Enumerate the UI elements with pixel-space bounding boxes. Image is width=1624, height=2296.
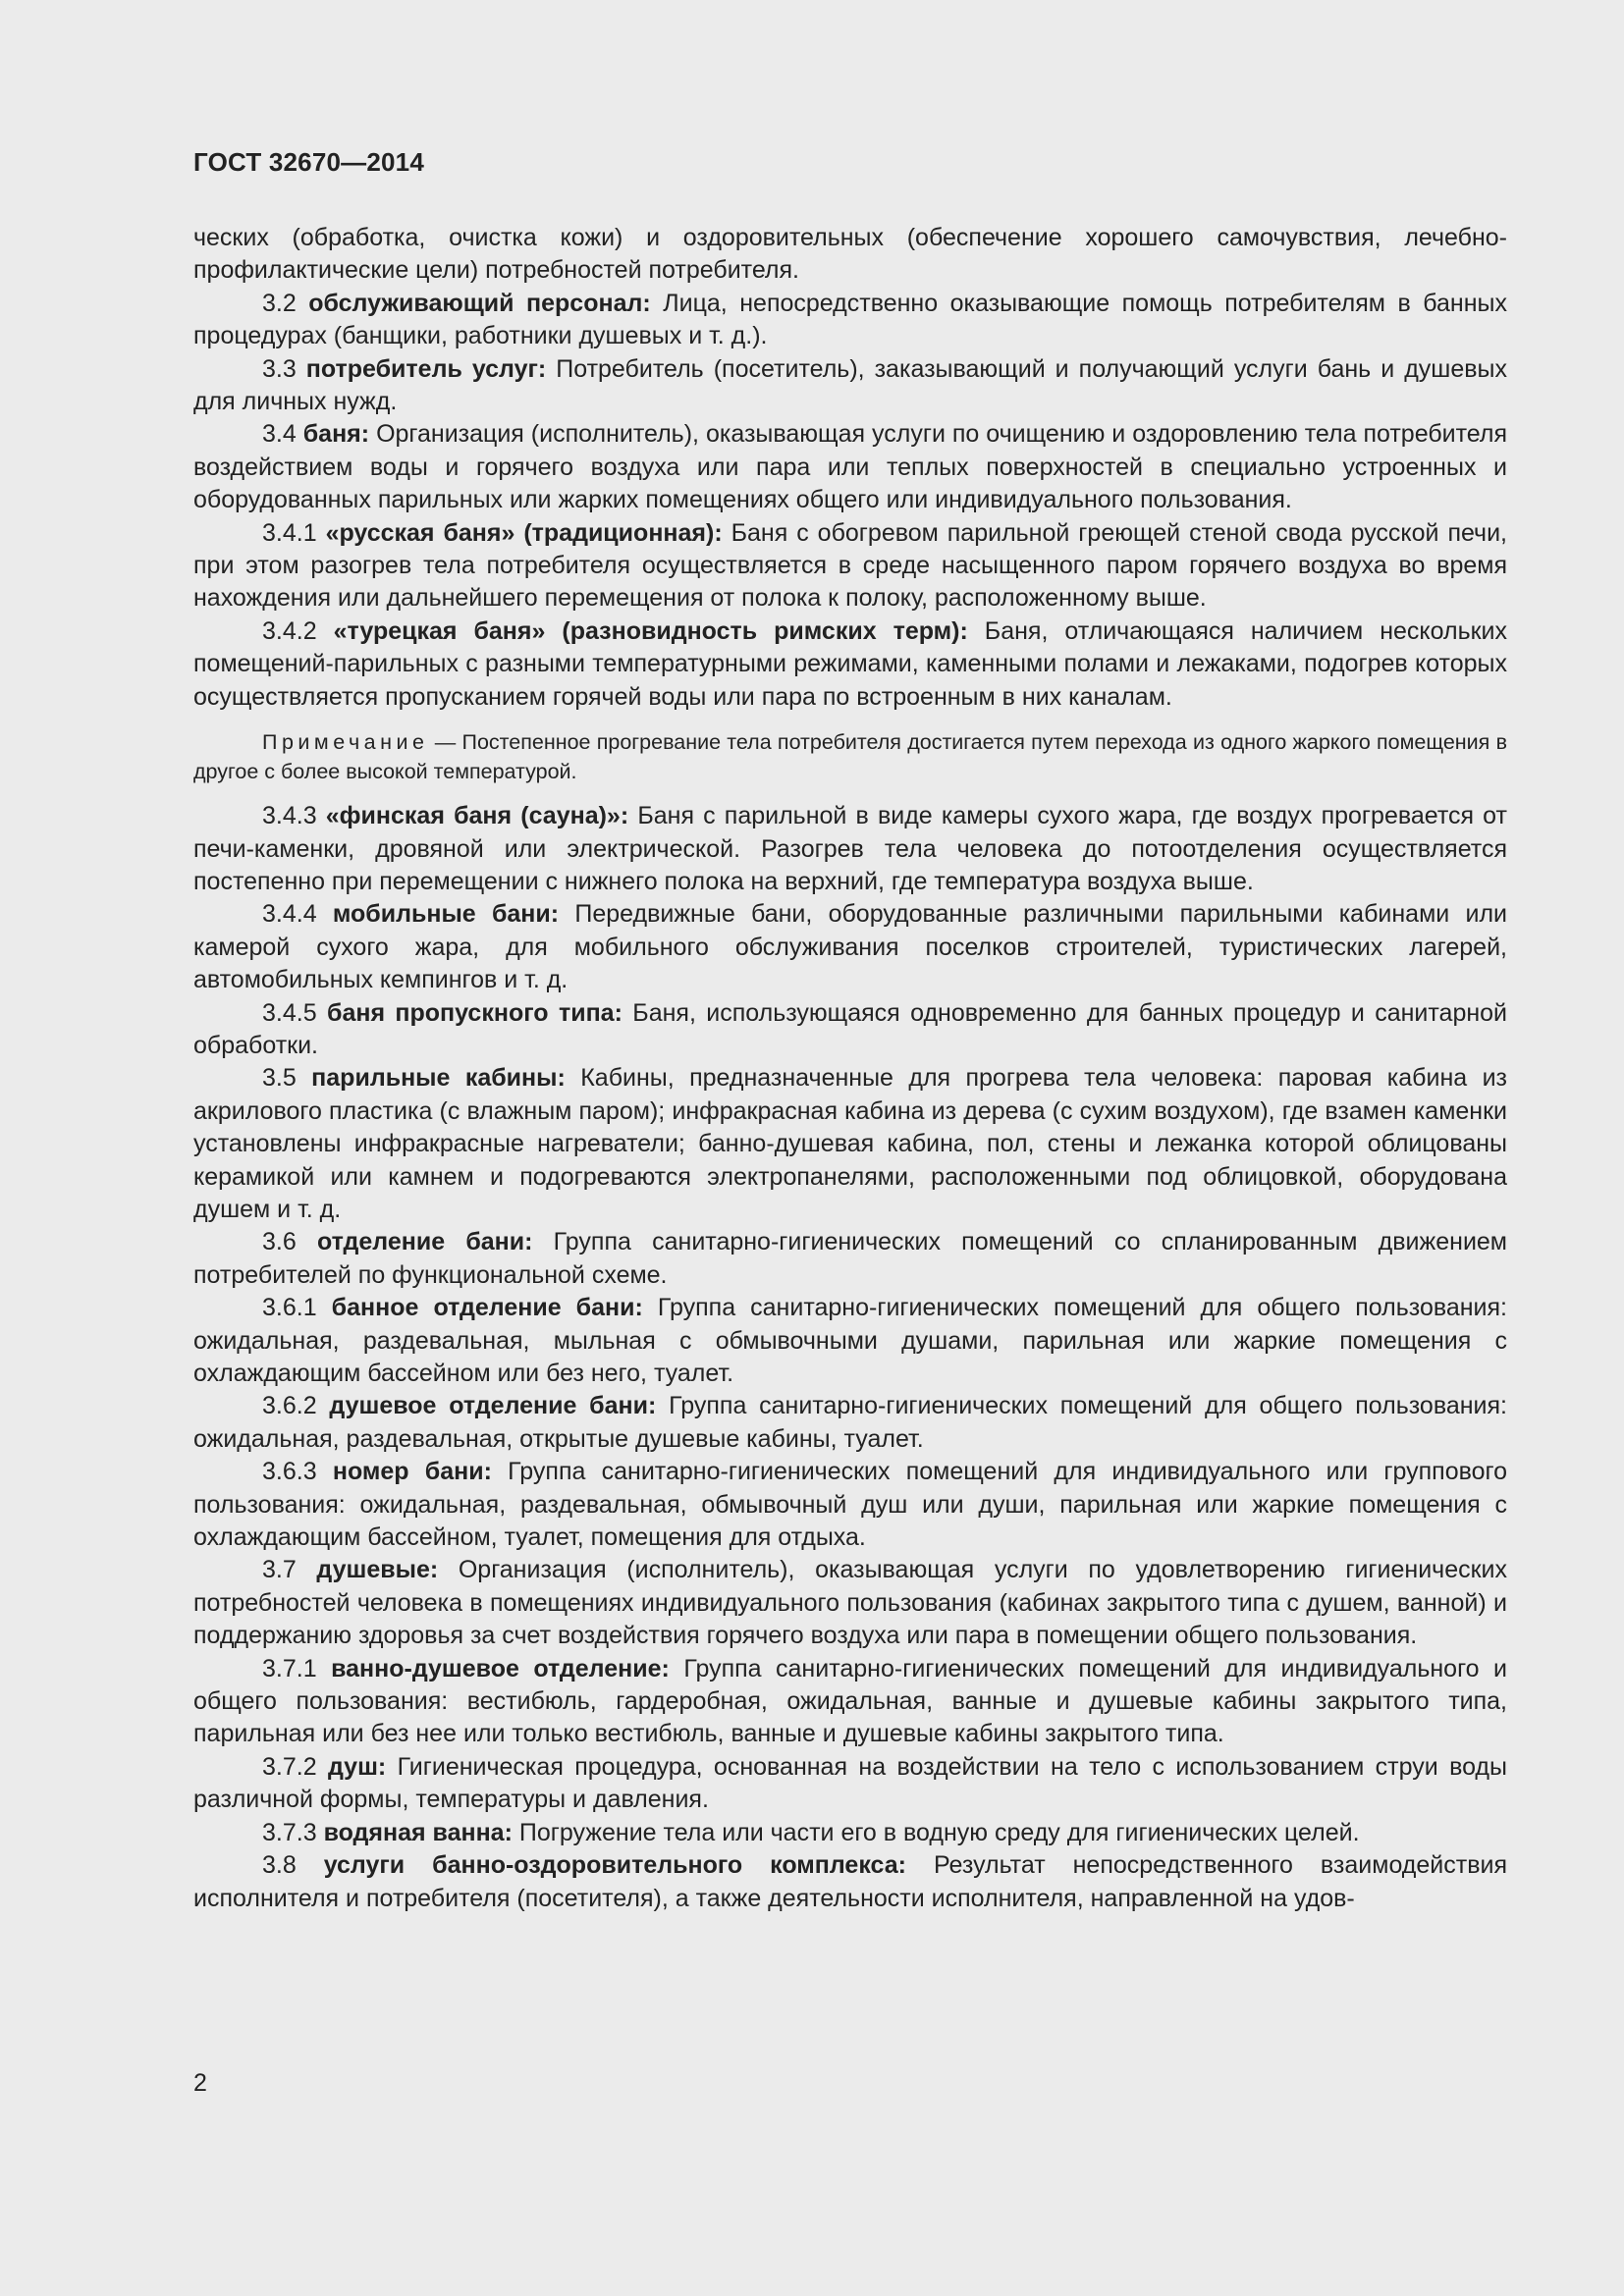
document-body [193,222,1507,1915]
definition-entry [193,800,1507,898]
definition-term: потребитель услуг: [305,354,547,383]
definition-text: Баня с парильной в виде камеры сухого жара, где воздух прогревается от печи-каменки, дровяной или электрической. Разогрев тела человека до потоотделения осуществляется постепенно при перемещении с нижнего полока на верхний, где температура воздуха выше. [193,802,1507,895]
definition-entry [193,288,1507,353]
definition-term: баня: [302,420,370,449]
definition-term: душевое отделение бани: [329,1392,657,1420]
definition-entry [193,1817,1507,1849]
definition-text: Организация (исполнитель), оказывающая услуги по очищению и оздоровлению тела потребителя воздействием воды и горячего воздуха или пара или теплых поверхностей в специально устроенных и оборудованных парильных или жарких помещениях общего или индивидуального пользования. [193,420,1507,514]
definition-text: Передвижные бани, оборудованные различными парильными кабинами или камерой сухого жара, для мобильного обслуживания поселков строителей, туристических лагерей, автомобильных кемпингов и т. д. [193,900,1507,994]
definition-term: ванно-душевое отделение: [331,1654,670,1682]
definition-term: душевые: [316,1556,439,1584]
definition-entry [193,997,1507,1063]
definition-entry [193,1849,1507,1915]
definition-text: Результат непосредственного взаимодействия исполнителя и потребителя (посетителя), а также деятельности исполнителя, направленной на удов- [193,1851,1507,1912]
definition-entry [193,1226,1507,1292]
definition-entry [193,353,1507,419]
definition-number: 3.4.1 [262,518,317,547]
definition-text: Кабины, предназначенные для прогрева тела человека: паровая кабина из акрилового пластика (с влажным паром); инфракрасная кабина из дерева (с сухим воздухом), где взамен каменки установлены инфракрасные нагреватели; банно-душевая кабина, пол, стены и лежанка которой облицованы керамикой или камнем и подогреваются электропанелями, расположенными под облицовкой, оборудована душем и т. д. [193,1064,1507,1223]
definition-term: «турецкая баня» (разновидность римских терм): [333,616,968,645]
definition-term: «русская баня» (традиционная): [325,518,723,547]
note-text: — Постепенное прогревание тела потребителя достигается путем перехода из одного жаркого помещения в другое с более высокой температурой. [193,730,1507,784]
note-label: Примечание [262,730,429,755]
definition-entry [193,1062,1507,1226]
definition-term: банное отделение бани: [331,1294,643,1322]
definition-entry [193,517,1507,615]
definition-number: 3.4.3 [262,802,317,830]
definition-term: отделение бани: [316,1228,533,1256]
definition-entry [193,1653,1507,1751]
definition-entry [193,1292,1507,1390]
definition-text: Потребитель (посетитель), заказывающий и получающий услуги бань и душевых для личных нужд. [193,354,1507,416]
definition-text: Группа санитарно-гигиенических помещений для индивидуального и общего пользования: вестибюль, гардеробная, ожидальная, ванные и душевые кабины закрытого типа, парильная или без нее или только вестибюль, ванные и душевые кабины закрытого типа. [193,1654,1507,1748]
intro-paragraph: ческих (обработка, очистка кожи) и оздоровительных (обеспечение хорошего самочувствия, лечебно-профилактические цели) потребностей потребителя. [193,224,1507,285]
definition-entry [193,1456,1507,1554]
definition-entry [193,1554,1507,1652]
definition-number: 3.7 [262,1556,297,1584]
definition-number: 3.8 [262,1851,297,1880]
definition-number: 3.3 [262,354,297,383]
definition-number: 3.7.1 [262,1654,317,1682]
definition-text: Гигиеническая процедура, основанная на воздействии на тело с использованием струи воды различной формы, температуры и давления. [193,1752,1507,1814]
definition-text: Группа санитарно-гигиенических помещений со спланированным движением потребителей по функциональной схеме. [193,1228,1507,1289]
definition-number: 3.4.2 [262,616,317,645]
definition-text: Баня, использующаяся одновременно для банных процедур и санитарной обработки. [193,998,1508,1059]
definition-number: 3.7.2 [262,1752,317,1781]
definition-number: 3.4 [262,420,297,449]
definition-number: 3.6 [262,1228,297,1256]
definition-term: водяная ванна: [323,1818,513,1846]
definition-text: Организация (исполнитель), оказывающая услуги по удовлетворению гигиенических потребностей человека в помещениях индивидуального пользования (кабинах закрытого типа с душем, ванной) и поддержанию здоровья за счет воздействия горячего воздуха или пара в помещении общего пользования. [193,1556,1508,1650]
definition-entry [193,1751,1507,1817]
definition-entry [193,418,1507,516]
definition-text: Баня с обогревом парильной греющей стеной свода русской печи, при этом разогрев тела потребителя осуществляется в среде насыщенного паром горячего воздуха во время нахождения или дальнейшего перемещения от полока к полоку, расположенному выше. [193,518,1507,613]
definition-text: Погружение тела или части его в водную среду для гигиенических целей. [518,1818,1360,1846]
definitions-group-a [193,288,1507,714]
definition-number: 3.5 [262,1064,297,1093]
definition-number: 3.6.2 [262,1392,317,1420]
page-number: 2 [193,2069,207,2097]
definition-term: баня пропускного типа: [327,998,623,1027]
definition-text: Группа санитарно-гигиенических помещений для общего пользования: ожидальная, раздевальная, мыльная с обмывочными душами, парильная или жаркие помещения с охлаждающим бассейном или без него, туалет. [193,1294,1508,1387]
definition-term: обслуживающий персонал: [308,289,651,317]
definition-entry [193,615,1507,714]
definition-term: «финская баня (сауна)»: [325,802,629,830]
definition-text: Группа санитарно-гигиенических помещений для индивидуального или группового пользования: ожидальная, раздевальная, обмывочный душ или души, парильная или жаркие помещения с охлаждающим бассейном, туалет, помещения для отдыха. [193,1458,1508,1552]
note [193,727,1507,786]
definitions-group-b [193,800,1507,1915]
definition-number: 3.6.3 [262,1458,317,1486]
definition-number: 3.7.3 [262,1818,317,1846]
definition-term: услуги банно-оздоровительного комплекса: [323,1851,906,1880]
document-header: ГОСТ 32670—2014 [193,147,424,177]
definition-number: 3.4.4 [262,900,317,929]
definition-entry [193,898,1507,996]
definition-text: Группа санитарно-гигиенических помещений для общего пользования: ожидальная, раздевальная, открытые душевые кабины, туалет. [193,1392,1507,1453]
definition-text: Лица, непосредственно оказывающие помощь потребителям в банных процедурах (банщики, работники душевых и т. д.). [193,289,1507,350]
definition-number: 3.2 [262,289,297,317]
definition-term: мобильные бани: [332,900,560,929]
definition-term: душ: [328,1752,387,1781]
definition-number: 3.4.5 [262,998,317,1027]
definition-term: номер бани: [332,1458,492,1486]
definition-term: парильные кабины: [311,1064,566,1093]
definition-number: 3.6.1 [262,1294,317,1322]
definition-entry [193,1390,1507,1456]
definition-text: Баня, отличающаяся наличием нескольких помещений-парильных с разными температурными режимами, каменными полами и лежаками, подогрев которых осуществляется пропусканием горячей воды или пара по встроенным в них каналам. [193,616,1507,711]
